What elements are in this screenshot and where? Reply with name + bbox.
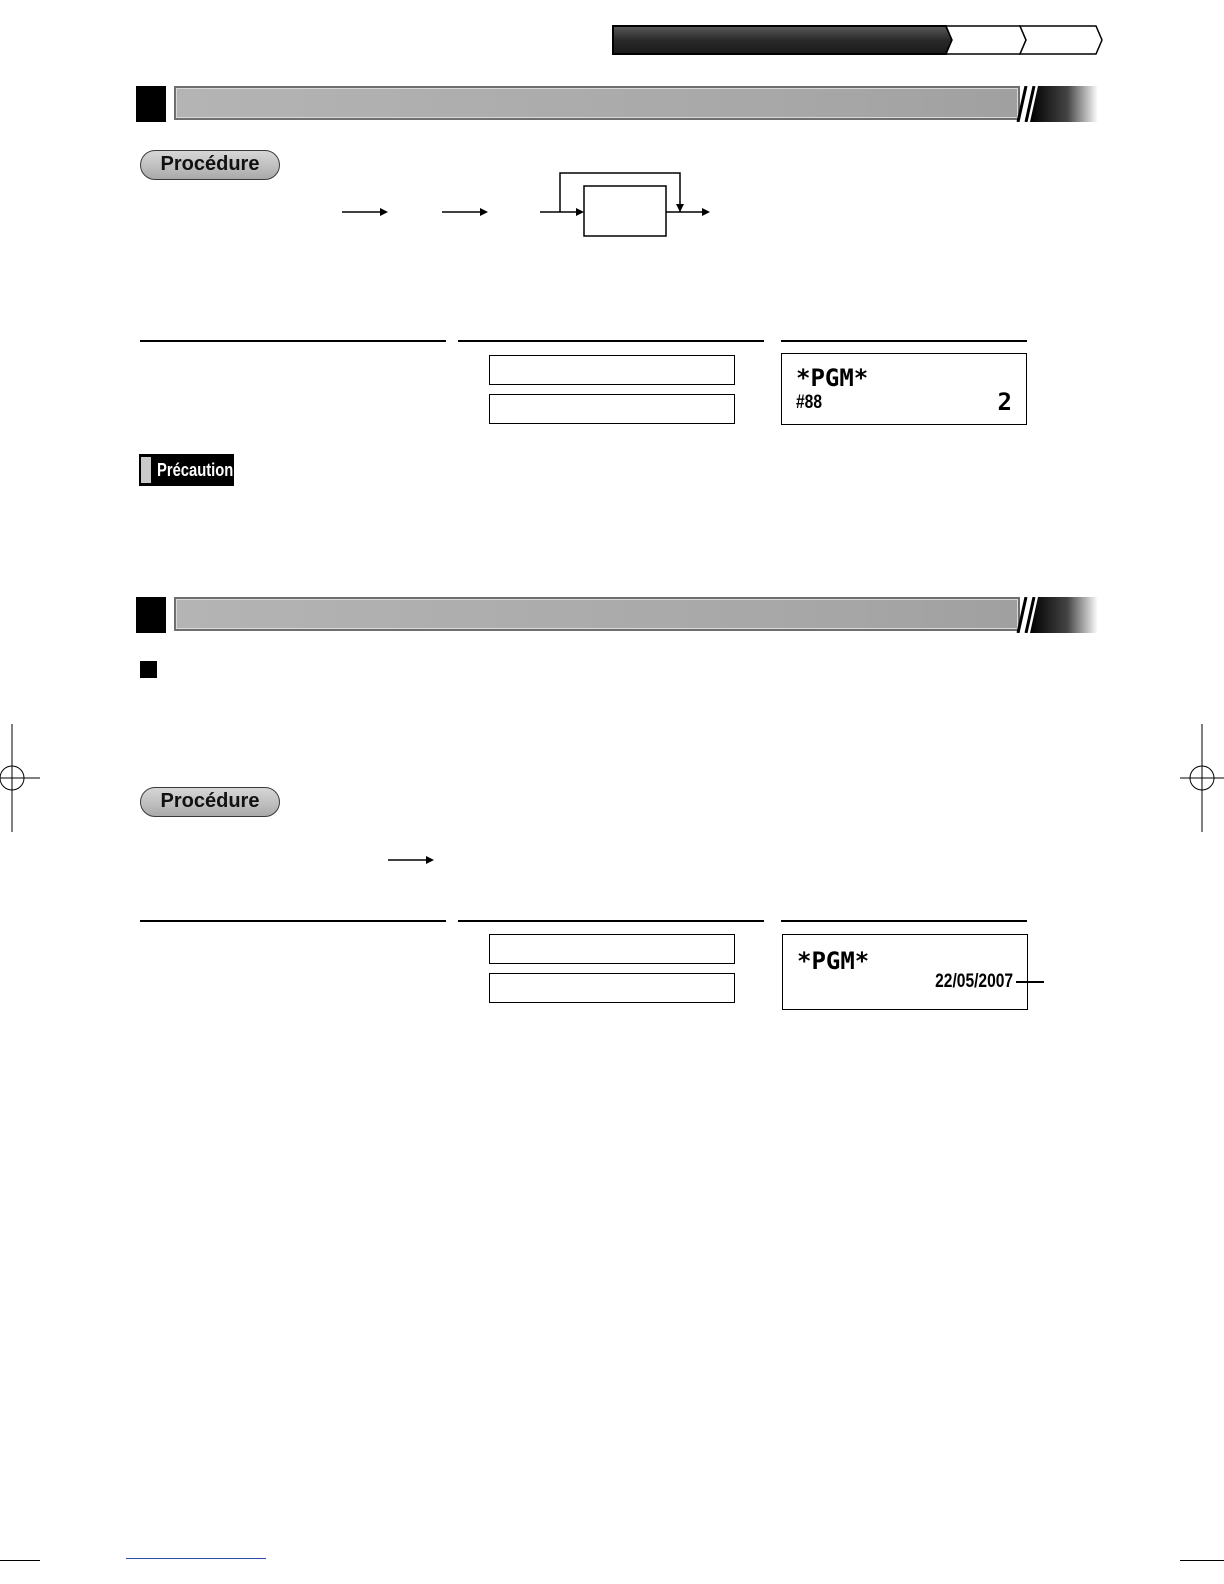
caution-text: Précaution (157, 460, 234, 480)
subsection-bullet (140, 661, 157, 678)
receipt-2-date-wrap (918, 971, 1013, 993)
receipt-2-date: 22/05/2007 (935, 971, 1013, 992)
procedure-1-flow-diagram (330, 168, 730, 248)
caution-label (139, 454, 234, 486)
caution-tab-marker (141, 457, 151, 483)
section-1-header-bar (174, 86, 1020, 120)
section-1-marker (136, 86, 166, 122)
key-box-1b (489, 394, 735, 424)
receipt-print-2 (782, 934, 1028, 1010)
section-1-header-end (1012, 86, 1098, 122)
section-2-header-bar (174, 597, 1020, 631)
receipt-1-line-value: 2 (997, 388, 1012, 416)
column-rule-1a (140, 340, 446, 342)
section-2-marker (136, 597, 166, 633)
bottom-underline (126, 1558, 266, 1559)
column-rule-2c (781, 920, 1027, 922)
key-box-1a (489, 355, 735, 385)
chapter-tab-strip (612, 22, 1104, 58)
flow-loop-line (560, 173, 680, 212)
crop-mark-left (0, 724, 40, 834)
column-rule-1b (458, 340, 764, 342)
flow-repeat-box (584, 186, 666, 236)
crop-mark-right (1180, 724, 1224, 834)
column-rule-2a (140, 920, 446, 922)
column-rule-1c (781, 340, 1027, 342)
chapter-tab-active (613, 26, 952, 54)
receipt-print-1 (781, 353, 1027, 425)
receipt-2-title: *PGM* (797, 947, 870, 975)
bottom-crop-left (0, 1560, 40, 1561)
procedure-2-flow-arrow (384, 850, 444, 875)
column-rule-2b (458, 920, 764, 922)
procedure-label-1: Procédure (140, 150, 280, 180)
key-box-2b (489, 973, 735, 1003)
date-callout-line (1016, 981, 1044, 983)
receipt-1-title: *PGM* (796, 364, 869, 392)
chapter-tab-2 (946, 26, 1026, 54)
chapter-tab-3 (1020, 26, 1102, 54)
procedure-label-2: Procédure (140, 787, 280, 817)
receipt-1-line-label: #88 (796, 392, 822, 413)
section-2-header-end (1012, 597, 1098, 633)
key-box-2a (489, 934, 735, 964)
bottom-crop-right (1180, 1560, 1224, 1561)
